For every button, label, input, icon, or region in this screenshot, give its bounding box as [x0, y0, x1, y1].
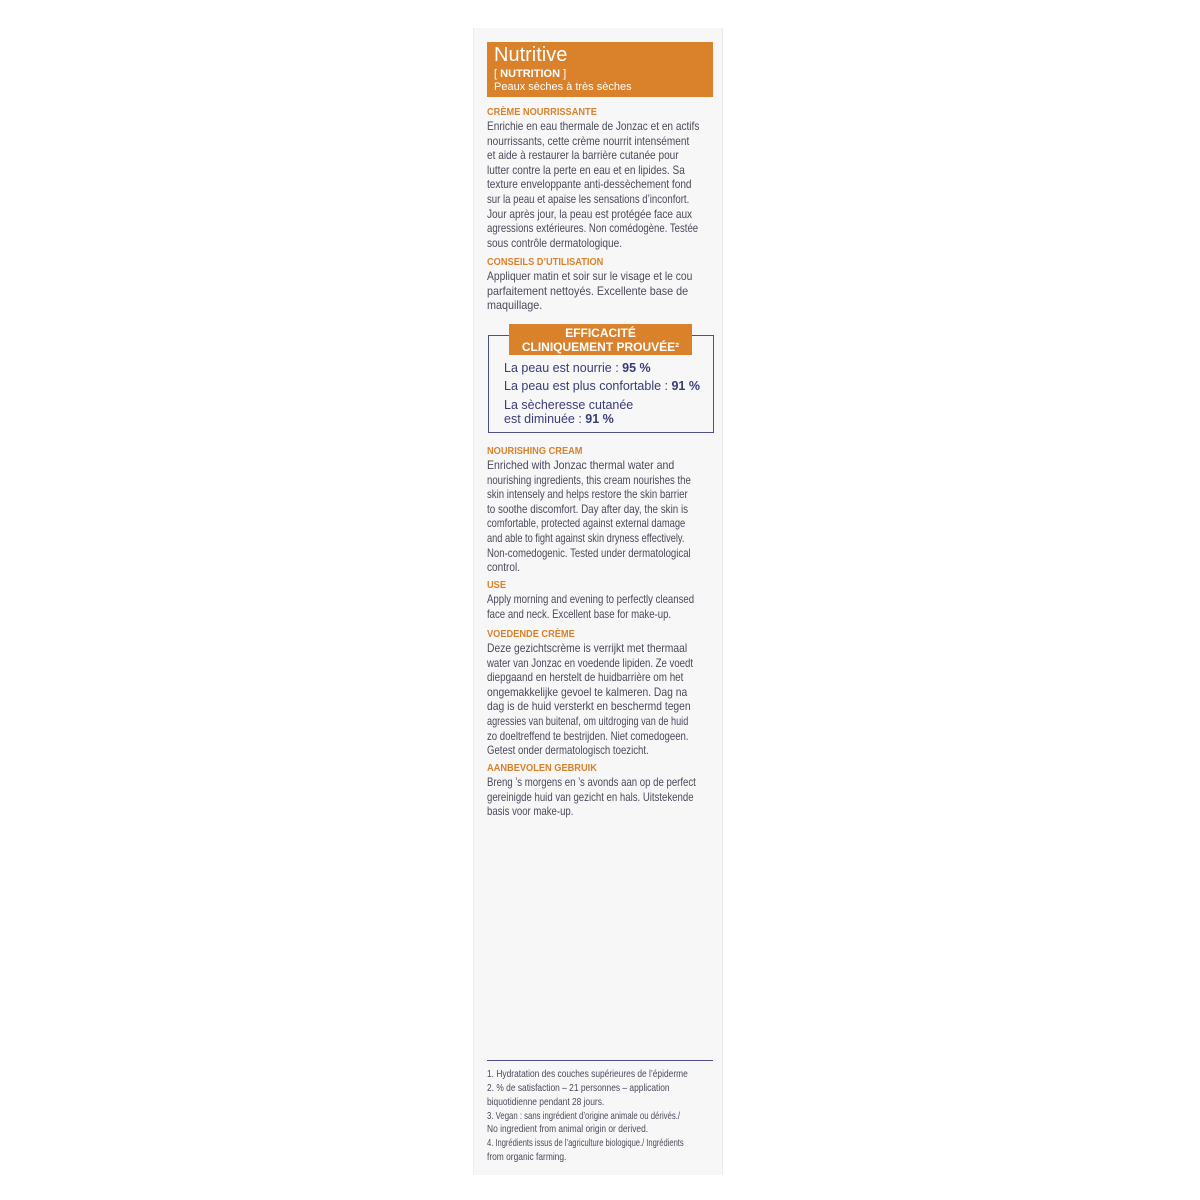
en-cream-section: [487, 444, 715, 575]
nl-use-line: Breng ’s morgens en ’s avonds aan op de perfect: [487, 775, 696, 789]
nl-cream-line: water van Jonzac en voedende lipiden. Ze voedt: [487, 655, 694, 670]
fr-cream-line: sous contrôle dermatologique.: [487, 235, 623, 250]
nl-cream-line: Deze gezichtscrème is verrijkt met thermaal: [487, 641, 688, 655]
en-cream-line: comfortable, protected against external damage: [487, 516, 686, 531]
nl-cream-line: zo doeltreffend te bestrijden. Niet comedogeen.: [487, 728, 689, 743]
en-cream-line: and able to fight against skin dryness effectively.: [487, 530, 685, 545]
en-use-heading: USE: [487, 579, 507, 591]
efficacy-item-label: La peau est nourrie :: [504, 361, 623, 375]
nl-cream-heading: VOEDENDE CRÈME: [487, 628, 575, 640]
product-title: Nutritive: [494, 44, 568, 66]
efficacy-item-value: 91 %: [671, 379, 700, 393]
en-use-line: Apply morning and evening to perfectly cleansed: [487, 592, 695, 606]
nl-use-line: gereinigde huid van gezicht en hals. Uitstekende: [487, 789, 694, 804]
efficacy-item: [504, 361, 651, 375]
product-category: [494, 68, 566, 81]
efficacy-item-label: est diminuée :: [504, 412, 586, 426]
fr-use-heading: CONSEILS D’UTILISATION: [487, 256, 604, 268]
efficacy-item: [504, 412, 614, 426]
footnote-line: from organic farming.: [487, 1151, 567, 1163]
efficacy-title-line2: CLINIQUEMENT PROUVÉE²: [521, 340, 680, 354]
fr-cream-line: Enrichie en eau thermale de Jonzac et en actifs: [487, 119, 700, 133]
fr-cream-line: nourrissants, cette crème nourrit intensément: [487, 133, 690, 148]
fr-use-line: parfaitement nettoyés. Excellente base de: [487, 283, 689, 298]
category-bracket-open: [: [494, 68, 501, 80]
footnote-line: 3. Vegan : sans ingrédient d’origine animale ou dérivés./: [487, 1110, 681, 1122]
efficacy-item-value: 91 %: [585, 412, 614, 426]
en-use-line: face and neck. Excellent base for make-up.: [487, 606, 672, 621]
en-cream-line: to soothe discomfort. Day after day, the skin is: [487, 501, 689, 516]
fr-cream-line: sur la peau et apaise les sensations d’inconfort.: [487, 191, 690, 206]
fr-cream-heading: CRÈME NOURRISSANTE: [487, 106, 597, 118]
nl-cream-section: [487, 627, 715, 758]
fr-cream-line: agressions extérieures. Non comédogène. Testée: [487, 221, 699, 236]
fr-use-line: maquillage.: [487, 298, 543, 313]
en-use-section: [487, 578, 715, 621]
nl-use-heading: AANBEVOLEN GEBRUIK: [487, 762, 597, 774]
en-cream-line: Non-comedogenic. Tested under dermatological: [487, 545, 691, 560]
en-cream-line: control.: [487, 560, 521, 575]
skin-type: Peaux sèches à très sèches: [494, 81, 632, 93]
footnote-line: No ingredient from animal origin or derived.: [487, 1123, 649, 1135]
en-cream-line: nourishing ingredients, this cream nourishes the: [487, 472, 691, 487]
footnote-line: 4. Ingrédients issus de l’agriculture biologique./ Ingrédients: [487, 1137, 684, 1149]
category-bracket-close: ]: [560, 68, 567, 80]
fr-cream-line: texture enveloppante anti-dessèchement fond: [487, 177, 692, 192]
footnote-divider: [487, 1060, 713, 1061]
fr-use-section: [487, 255, 715, 313]
footnote-line: 1. Hydratation des couches supérieures de l’épiderme: [487, 1068, 688, 1080]
nl-cream-line: diepgaand en herstelt de huidbarrière om het: [487, 670, 684, 685]
category-label: NUTRITION: [500, 68, 561, 80]
efficacy-item-value: 95 %: [622, 361, 651, 375]
fr-cream-line: Jour après jour, la peau est protégée face aux: [487, 206, 693, 221]
fr-cream-section: [487, 105, 715, 250]
efficacy-title-line1: EFFICACITÉ: [565, 326, 636, 340]
footnote-line: 2. % de satisfaction – 21 personnes – application: [487, 1082, 670, 1094]
nl-use-section: [487, 761, 715, 819]
efficacy-title-banner: [509, 324, 692, 355]
en-cream-heading: NOURISHING CREAM: [487, 445, 583, 457]
nl-cream-line: Getest onder dermatologisch toezicht.: [487, 743, 649, 758]
nl-cream-line: agressies van buitenaf, om uitdroging van de huid: [487, 713, 689, 728]
efficacy-item-label: La peau est plus confortable :: [504, 379, 672, 393]
product-header-banner: [487, 42, 713, 97]
en-cream-line: Enriched with Jonzac thermal water and: [487, 458, 675, 472]
fr-use-line: Appliquer matin et soir sur le visage et le cou: [487, 269, 693, 283]
nl-use-line: basis voor make-up.: [487, 804, 574, 819]
fr-cream-line: et aide à restaurer la barrière cutanée pour: [487, 148, 679, 163]
nl-cream-line: ongemakkelijke gevoel te kalmeren. Dag na: [487, 684, 688, 699]
efficacy-item: [504, 379, 700, 393]
fr-cream-line: lutter contre la perte en eau et en lipides. Sa: [487, 162, 685, 177]
efficacy-item-label-line1: La sècheresse cutanée: [504, 398, 634, 412]
en-cream-line: skin intensely and helps restore the skin barrier: [487, 487, 688, 502]
footnote-line: biquotidienne pendant 28 jours.: [487, 1096, 605, 1108]
nl-cream-line: dag is de huid versterkt en beschermd tegen: [487, 699, 691, 714]
